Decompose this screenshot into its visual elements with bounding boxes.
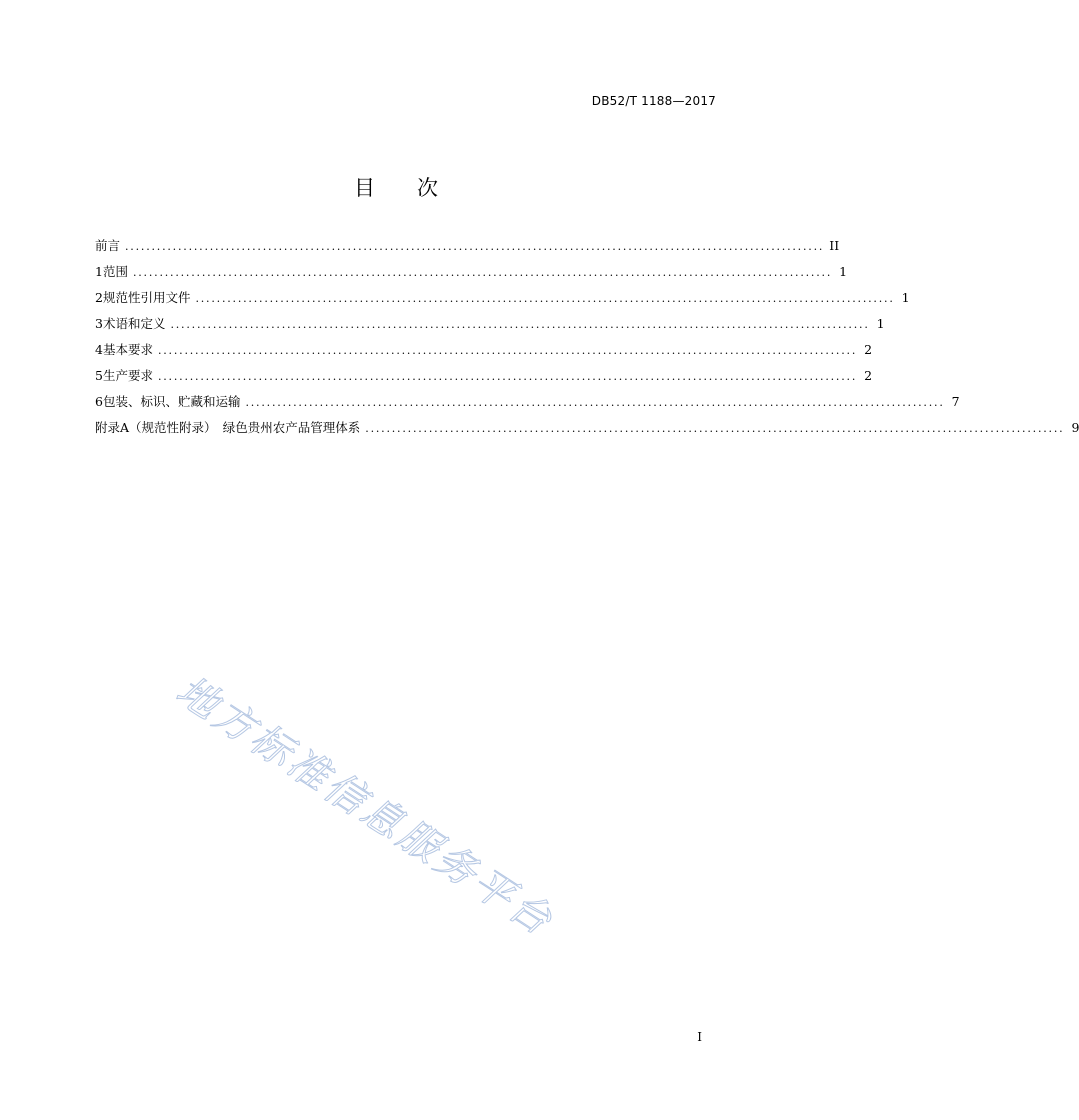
toc-item-packaging-labeling[interactable]: [95, 392, 960, 418]
toc-item-label: 前言: [95, 238, 121, 253]
toc-item-page: 9: [1071, 420, 1079, 435]
toc-leader-dots: ....................................................................................................................................: [157, 370, 858, 383]
toc-leader-dots: ....................................................................................................................................: [132, 266, 833, 279]
page-title: 目次: [354, 176, 480, 200]
toc-item-page: 1: [839, 264, 848, 279]
toc-leader-dots: ....................................................................................................................................: [365, 422, 1065, 435]
toc-item-production-requirements[interactable]: [95, 366, 873, 392]
toc-item-terms-definitions[interactable]: [95, 314, 885, 340]
toc-item-scope[interactable]: [95, 262, 848, 288]
document-code: DB52/T 1188—2017: [591, 94, 716, 108]
toc-item-label: 规范性引用文件: [102, 290, 191, 305]
page-number: I: [697, 1030, 702, 1044]
toc-item-label: 包装、标识、贮藏和运输: [102, 394, 241, 409]
toc-item-normative-references[interactable]: [95, 288, 910, 314]
toc-item-page: 1: [876, 316, 885, 331]
toc-item-label: 范围: [102, 264, 128, 279]
toc-item-page: II: [829, 238, 840, 253]
toc-item-basic-requirements[interactable]: [95, 340, 873, 366]
toc-item-page: 7: [951, 394, 960, 409]
watermark: 地方标准信息服务平台: [168, 667, 563, 946]
toc-item-label: 附录A（规范性附录） 绿色贵州农产品管理体系: [95, 420, 361, 435]
toc-leader-dots: ....................................................................................................................................: [125, 240, 825, 253]
toc-item-label: 生产要求: [102, 368, 153, 383]
toc-leader-dots: ....................................................................................................................................: [157, 344, 858, 357]
toc-item-number: 3: [95, 316, 103, 331]
toc-list: [95, 236, 1079, 444]
toc-item-page: 2: [864, 368, 873, 383]
toc-item-number: 4: [95, 342, 103, 357]
toc-item-label: 基本要求: [102, 342, 153, 357]
toc-item-preface[interactable]: [95, 236, 840, 262]
toc-leader-dots: ....................................................................................................................................: [195, 292, 895, 305]
toc-item-page: 2: [864, 342, 873, 357]
toc-item-number: 2: [95, 290, 103, 305]
toc-leader-dots: ....................................................................................................................................: [245, 396, 945, 409]
toc-item-label: 术语和定义: [102, 316, 166, 331]
toc-item-number: 6: [95, 394, 103, 409]
toc-item-appendix-a[interactable]: [95, 418, 1079, 444]
toc-leader-dots: ....................................................................................................................................: [170, 318, 870, 331]
toc-item-page: 1: [901, 290, 910, 305]
toc-item-number: 1: [95, 264, 103, 279]
toc-item-number: 5: [95, 368, 103, 383]
